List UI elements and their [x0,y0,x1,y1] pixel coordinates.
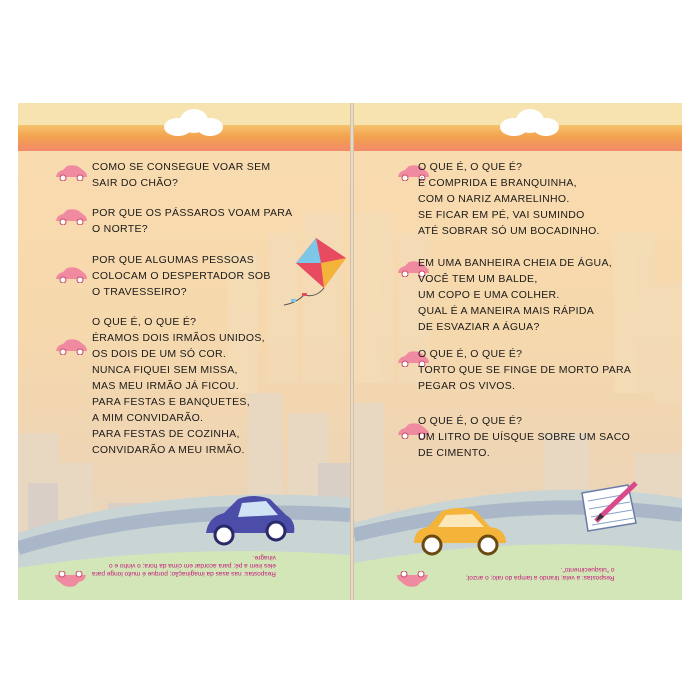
question-text: POR QUE OS PÁSSAROS VOAM PARA O NORTE? [92,207,293,235]
car-bullet-icon [54,571,88,587]
question-text: O QUE É, O QUE É? ÉRAMOS DOIS IRMÃOS UNIDOS, OS DOIS DE UM SÓ COR. NUNCA FIQUEI SEM MISSA, MAS MEU IRMÃO JÁ FICOU. PARA FESTAS E BANQUETES, A MIM CONVIDARÃO. PARA FESTAS DE COZINHA, CONVIDARÃO A MEU IRMÃO. [92,316,265,456]
notebook-pen-icon [578,481,640,536]
car-bullet-icon [396,571,430,587]
answers-upside-down: Respostas: a vela; tirando a tampa do ralo; o anzol; o "uisquecimento". [466,566,615,581]
open-book [18,103,682,600]
left-page [18,103,350,600]
question-text: POR QUE ALGUMAS PESSOAS COLOCAM O DESPERTADOR SOB O TRAVESSEIRO? [92,254,271,298]
answers-upside-down: Respostas: nas asas da imaginação; porque é muito longe para eles irem a pé; para acordar em cima da hora; o vinho e o vinagre. [92,554,276,577]
kite-icon [276,233,350,313]
car-bullet-icon [54,339,88,355]
yellow-car-icon [410,503,510,558]
blue-car-icon [198,493,298,548]
question-text: O QUE É, O QUE É? TORTO QUE SE FINGE DE MORTO PARA PEGAR OS VIVOS. [418,348,632,392]
car-bullet-icon [54,165,88,181]
car-bullet-icon [54,209,88,225]
car-bullet-icon [54,267,88,283]
question-text: O QUE É, O QUE É? É COMPRIDA E BRANQUINHA, COM O NARIZ AMARELINHO. SE FICAR EM PÉ, VAI SUMINDO ATÉ SOBRAR SÓ UM BOCADINHO. [418,161,600,237]
question-text: COMO SE CONSEGUE VOAR SEM SAIR DO CHÃO? [92,161,271,189]
question-text: EM UMA BANHEIRA CHEIA DE ÁGUA, VOCÊ TEM UM BALDE, UM COPO E UMA COLHER. QUAL É A MANEIRA MAIS RÁPIDA DE ESVAZIAR A ÁGUA? [418,257,612,333]
question-text: O QUE É, O QUE É? UM LITRO DE UÍSQUE SOBRE UM SACO DE CIMENTO. [418,415,631,459]
right-page [354,103,682,600]
